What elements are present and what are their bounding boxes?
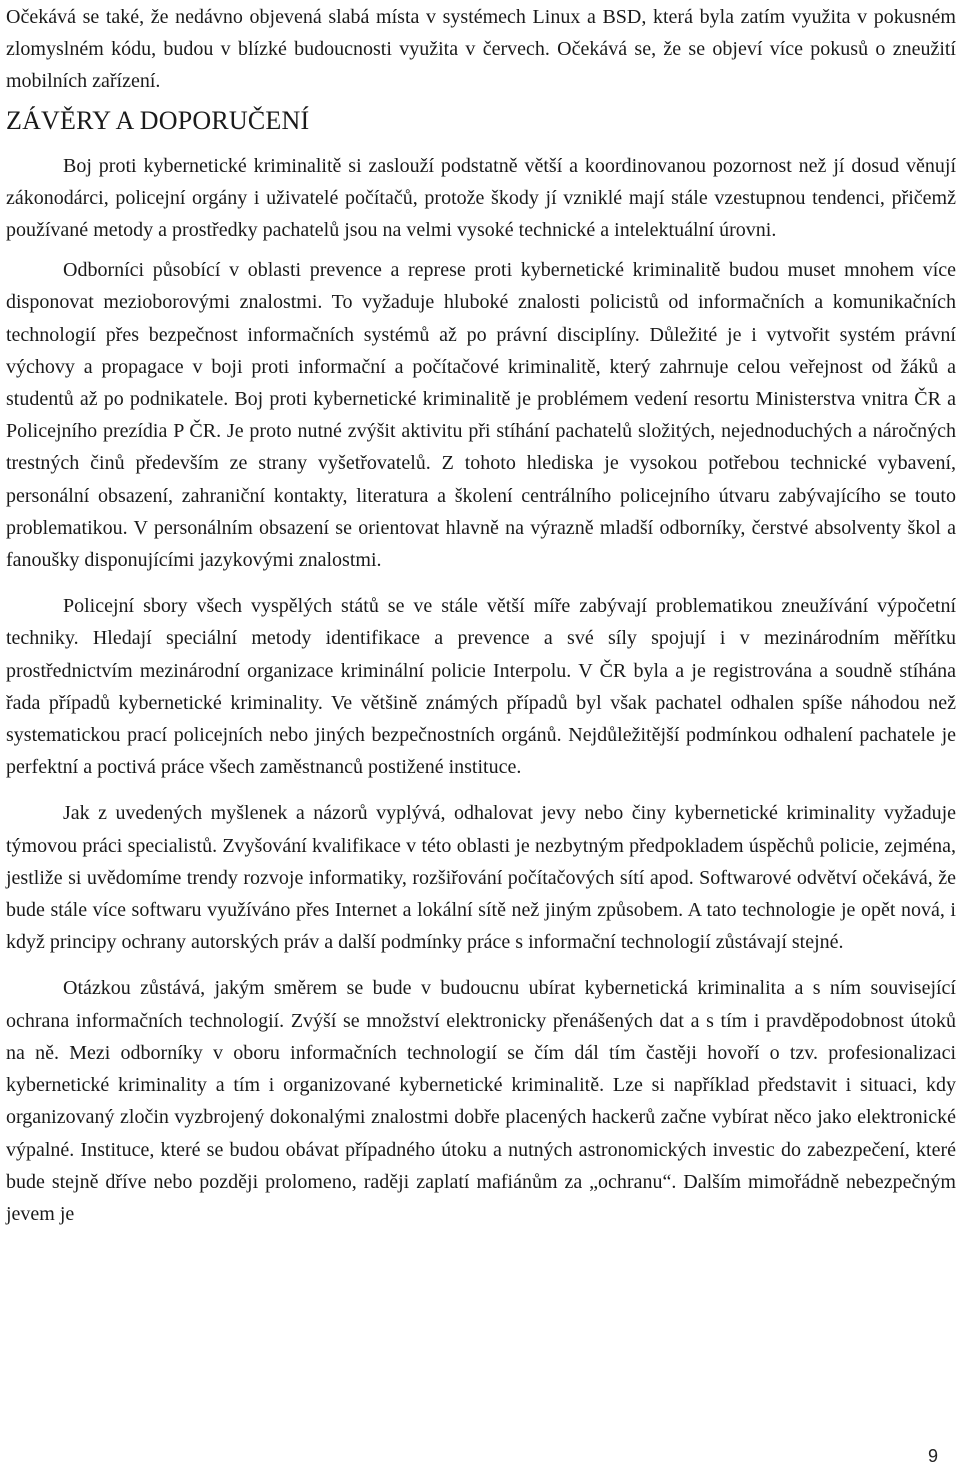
paragraph-5: Otázkou zůstává, jakým směrem se bude v budoucnu ubírat kybernetická kriminalita a s ním související ochrana informačních technologií. Zvýší se množství elektronicky přenášených dat a s tím i pravděpodobnost útoků na ně. Mezi odborníky v oboru informačních technologií se čím dál tím častěji hovoří o tzv. profesionalizaci kybernetické kriminality a tím i organizované kybernetické kriminalitě. Lze si například představit i situaci, kdy organizovaný zločin vyzbrojený dokonalými znalostmi dobře placených hackerů začne vybírat něco jako elektronické výpalné. Instituce, které se budou obávat případného útoku a nutných astronomických investic do zabezpečení, které bude stejně dříve nebo později prolomeno, raději zaplatí mafiánům za „ochranu“. Dalším mimořádně nebezpečným jevem je	[6, 977, 956, 1225]
paragraph-3: Policejní sbory všech vyspělých států se ve stále větší míře zabývají problematikou zneužívání výpočetní techniky. Hledají speciální metody identifikace a prevence a své síly spojují i v mezinárodním měřítku prostřednictvím mezinárodní organizace kriminální policie Interpolu. V ČR byla a je registrována a soudně stíhána řada případů kybernetické kriminality. Ve většině známých případů byl však pachatel odhalen spíše náhodou než systematickou prací policejních nebo jiných bezpečnostních orgánů. Nejdůležitější podmínkou odhalení pachatele je perfektní a poctivá práce všech zaměstnanců postižené instituce.	[6, 595, 956, 779]
document-page	[6, 0, 956, 1230]
paragraph-2: Odborníci působící v oblasti prevence a represe proti kybernetické kriminalitě budou muset mnohem více disponovat mezioborovými znalostmi. To vyžaduje hluboké znalosti policistů od informačních a komunikačních technologií přes bezpečnost informačních systémů až po právní disciplíny. Důležité je i vytvořit systém právní výchovy a propagace v boji proti informační a počítačové kriminalitě, který zahrnuje celou veřejnost od žáků a studentů až po podnikatele. Boj proti kybernetické kriminalitě je problémem vedení resortu Ministerstva vnitra ČR a Policejního prezídia P ČR. Je proto nutné zvýšit aktivitu při stíhání pachatelů složitých, nejednoduchých a náročných trestných činů především ze strany vyšetřovatelů. Z tohoto hlediska je vysokou potřebou technické vybavení, personální obsazení, zahraniční kontakty, literatura a školení centrálního policejního útvaru zabývajícího se touto problematikou. V personálním obsazení se orientovat hlavně na výrazně mladší odborníky, čerstvé absolventy škol a fanoušky disponujícími jazykovými znalostmi.	[6, 259, 956, 572]
page-number: 9	[927, 1446, 938, 1466]
intro-paragraph: Očekává se také, že nedávno objevená slabá místa v systémech Linux a BSD, která byla zatím využita v pokusném zlomyslném kódu, budou v blízké budoucnosti využita v červech. Očekává se, že se objeví více pokusů o zneužití mobilních zařízení.	[6, 6, 956, 93]
paragraph-4: Jak z uvedených myšlenek a názorů vyplývá, odhalovat jevy nebo činy kybernetické kriminality vyžaduje týmovou práci specialistů. Zvyšování kvalifikace v této oblasti je nezbytným předpokladem úspěchů policie, zejména, jestliže si uvědomíme trendy rozvoje informatiky, rozšiřování počítačových sítí apod. Softwarové odvětví očekává, že bude stále více softwaru využíváno přes Internet a lokální sítě než jiným způsobem. A tato technologie je opět nová, i když principy ochrany autorských práv a další podmínky práce s informační technologií zůstávají stejné.	[6, 802, 956, 954]
paragraph-1: Boj proti kybernetické kriminalitě si zaslouží podstatně větší a koordinovanou pozornost než jí dosud věnují zákonodárci, policejní orgány i uživatelé počítačů, protože škody jí vzniklé mají stále vzestupnou tendenci, přičemž používané metody a prostředky pachatelů jsou na velmi vysoké technické a intelektuální úrovni.	[6, 154, 956, 242]
section-heading: ZÁVĚRY A DOPORUČENÍ	[6, 105, 310, 135]
